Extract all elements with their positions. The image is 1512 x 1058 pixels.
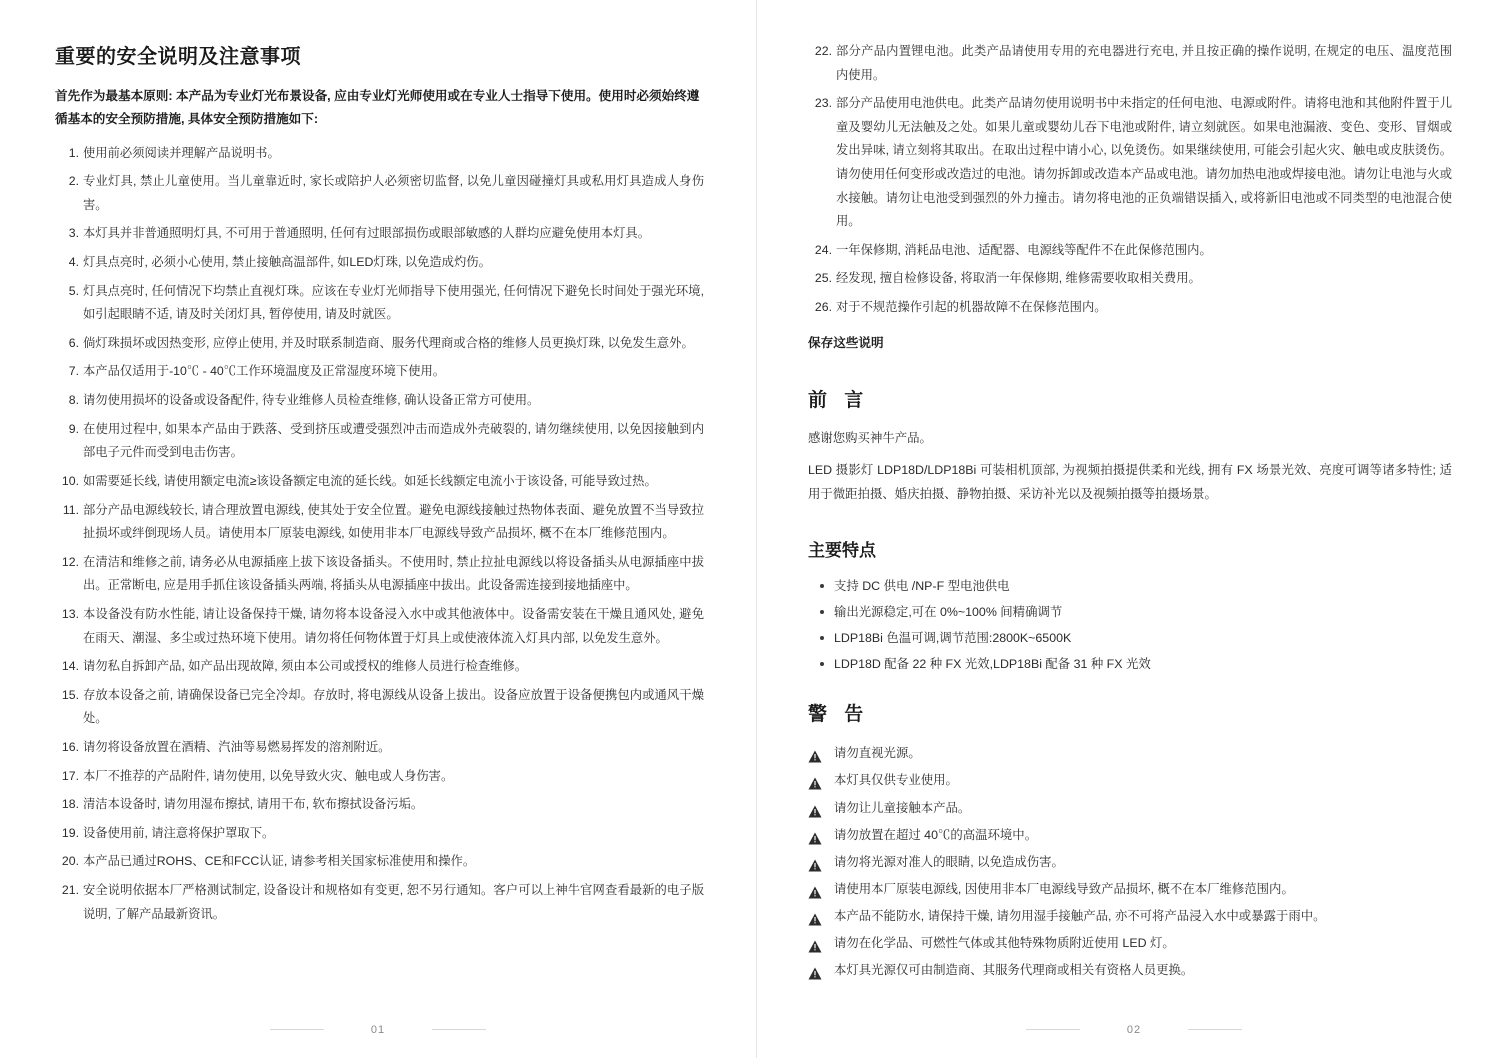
list-item: [808, 296, 1452, 320]
list-item: [55, 822, 704, 846]
list-item: [55, 499, 704, 546]
list-item: [808, 767, 1452, 794]
list-item-text: 本产品仅适用于-10℃ - 40℃工作环境温度及正常湿度环境下使用。: [83, 364, 446, 379]
save-instructions-note: 保存这些说明: [808, 335, 884, 350]
list-item-number: 20.: [61, 854, 79, 869]
list-item: [55, 142, 704, 166]
list-item-text: 设备使用前, 请注意将保护罩取下。: [83, 825, 275, 840]
list-item-number: 21.: [61, 883, 79, 898]
preface-heading: 前 言: [808, 389, 870, 411]
list-item-text: 请勿放置在超过 40℃的高温环境中。: [834, 827, 1038, 842]
list-item-text: 存放本设备之前, 请确保设备已完全冷却。存放时, 将电源线从设备上拔出。设备应放置于设备便携包内或通风干燥处。: [83, 687, 704, 726]
list-item-number: 3.: [68, 226, 79, 241]
list-item: [55, 655, 704, 679]
safety-instruction-list-continued: [808, 40, 1452, 320]
list-item-number: 22.: [814, 44, 832, 58]
list-item-text: 请勿私自拆卸产品, 如产品出现故障, 须由本公司或授权的维修人员进行检查维修。: [83, 659, 528, 674]
list-item: 支持 DC 供电 /NP-F 型电池供电: [808, 573, 1452, 599]
preface-paragraph: 感谢您购买神牛产品。: [808, 430, 932, 445]
list-item: [808, 267, 1452, 291]
lead-paragraph: 首先作为最基本原则: 本产品为专业灯光布景设备, 应由专业灯光师使用或在专业人士指导下使用。使用时必须始终遵循基本的安全预防措施, 具体安全预防措施如下:: [55, 89, 700, 127]
list-item: [55, 736, 704, 760]
list-item: [55, 222, 704, 246]
list-item-text: 请使用本厂原装电源线, 因使用非本厂电源线导致产品损坏, 概不在本厂维修范围内。: [834, 881, 1294, 896]
list-item-text: 本设备没有防水性能, 请让设备保持干燥, 请勿将本设备浸入水中或其他液体中。设备需安装在干燥且通风处, 避免在雨天、潮湿、多尘或过热环境下使用。请勿将任何物体置于灯具上或使液体流入灯具内部, 以免发生意外。: [83, 606, 704, 645]
features-list: [808, 573, 1452, 677]
list-item-text: 专业灯具, 禁止儿童使用。当儿童靠近时, 家长或陪护人必须密切监督, 以免儿童因碰撞灯具或私用灯具造成人身伤害。: [83, 174, 704, 212]
list-item: [808, 795, 1452, 822]
list-item-text: 请勿在化学品、可燃性气体或其他特殊物质附近使用 LED 灯。: [834, 935, 1175, 950]
warning-triangle-icon: [808, 773, 822, 786]
list-item-number: 6.: [68, 335, 79, 350]
right-page-footer: [756, 1008, 1512, 1058]
list-item-number: 26.: [814, 300, 832, 315]
page-number: 02: [1126, 1024, 1142, 1036]
list-item: [808, 876, 1452, 903]
list-item-number: 7.: [68, 364, 79, 379]
right-page-column: [756, 0, 1512, 1058]
list-item-number: 5.: [68, 283, 79, 298]
page-title: 重要的安全说明及注意事项: [55, 46, 301, 68]
list-item-text: 部分产品内置锂电池。此类产品请使用专用的充电器进行充电, 并且按正确的操作说明, 在规定的电压、温度范围内使用。: [836, 44, 1452, 82]
list-item-number: 12.: [61, 554, 79, 569]
list-item: [55, 389, 704, 413]
list-item-number: 8.: [68, 393, 79, 408]
list-item-text: 本灯具并非普通照明灯具, 不可用于普通照明, 任何有过眼部损伤或眼部敏感的人群均应避免使用本灯具。: [83, 226, 651, 241]
list-item: [55, 551, 704, 598]
list-item-text: 倘灯珠损坏或因热变形, 应停止使用, 并及时联系制造商、服务代理商或合格的维修人员更换灯珠, 以免发生意外。: [83, 335, 694, 350]
list-item-number: 13.: [61, 606, 79, 621]
list-item: LDP18Bi 色温可调,调节范围:2800K~6500K: [808, 625, 1452, 651]
list-item: LDP18D 配备 22 种 FX 光效,LDP18Bi 配备 31 种 FX 光效: [808, 651, 1452, 677]
list-item: [808, 92, 1452, 234]
list-item: [808, 740, 1452, 767]
list-item: [55, 470, 704, 494]
list-item-number: 17.: [61, 768, 79, 783]
warnings-list: [808, 740, 1452, 983]
warning-triangle-icon: [808, 882, 822, 895]
list-item: [55, 793, 704, 817]
list-item-number: 4.: [68, 255, 79, 270]
list-item-number: 25.: [814, 271, 832, 286]
warning-triangle-icon: [808, 855, 822, 868]
list-item: [808, 930, 1452, 957]
list-item: [808, 40, 1452, 87]
list-item-text: 一年保修期, 消耗品电池、适配器、电源线等配件不在此保修范围内。: [836, 242, 1212, 257]
list-item-text: 本产品已通过ROHS、CE和FCC认证, 请参考相关国家标准使用和操作。: [83, 854, 476, 869]
list-item-text: 灯具点亮时, 必须小心使用, 禁止接触高温部件, 如LED灯珠, 以免造成灼伤。: [83, 255, 491, 270]
list-item: [55, 170, 704, 217]
list-item: [55, 418, 704, 465]
list-item-text: 灯具点亮时, 任何情况下均禁止直视灯珠。应该在专业灯光师指导下使用强光, 任何情况下避免长时间处于强光环境, 如引起眼睛不适, 请及时关闭灯具, 暂停使用, 请及时就医。: [83, 283, 704, 322]
list-item-text: 清洁本设备时, 请勿用湿布擦拭, 请用干布, 软布擦拭设备污垢。: [83, 797, 424, 812]
list-item-number: 15.: [61, 687, 79, 702]
list-item-text: 安全说明依据本厂严格测试制定, 设备设计和规格如有变更, 恕不另行通知。客户可以上神牛官网查看最新的电子版说明, 了解产品最新资讯。: [83, 883, 704, 921]
list-item-text: 如需要延长线, 请使用额定电流≥该设备额定电流的延长线。如延长线额定电流小于该设备, 可能导致过热。: [83, 473, 657, 488]
list-item-number: 23.: [814, 96, 832, 111]
preface-paragraph: LED 摄影灯 LDP18D/LDP18Bi 可装相机顶部, 为视频拍摄提供柔和光线, 拥有 FX 场景光效、亮度可调等诸多特性; 适用于微距拍摄、婚庆拍摄、静物拍摄、采访补光以及视频拍摄等拍摄场景。: [808, 462, 1452, 502]
list-item: [55, 360, 704, 384]
list-item: [55, 332, 704, 356]
list-item: [55, 251, 704, 275]
safety-instruction-list: [55, 142, 704, 927]
warning-triangle-icon: [808, 828, 822, 841]
warning-triangle-icon: [808, 801, 822, 814]
list-item-text: 在使用过程中, 如果本产品由于跌落、受到挤压或遭受强烈冲击而造成外壳破裂的, 请勿继续使用, 以免因接触到内部电子元件而受到电击伤害。: [83, 421, 704, 460]
list-item-number: 1.: [68, 145, 79, 160]
list-item: [808, 903, 1452, 930]
list-item: [808, 957, 1452, 984]
list-item: [55, 684, 704, 731]
list-item: [55, 765, 704, 789]
list-item-text: 部分产品使用电池供电。此类产品请勿使用说明书中未指定的任何电池、电源或附件。请将电池和其他附件置于儿童及婴幼儿无法触及之处。如果儿童或婴幼儿吞下电池或附件, 请立刻就医。如果电池漏液、变色、变形、冒烟或发出异味, 请立刻将其取出。在取出过程中请小心, 以免烫伤。如果继续使用, 可能会引起火灾、触电或皮肤烫伤。请勿使用任何变形或改造过的电池。请勿拆卸或改造本产品或电池。请勿加热电池或焊接电池。请勿让电池与火或水接触。请勿让电池受到强烈的外力撞击。请勿将电池的正负端错误插入, 或将新旧电池或不同类型的电池混合使用。: [836, 96, 1452, 229]
list-item: [55, 850, 704, 874]
list-item-number: 2.: [68, 174, 79, 189]
list-item-number: 14.: [61, 659, 79, 674]
list-item-number: 11.: [62, 502, 79, 517]
warning-triangle-icon: [808, 909, 822, 922]
list-item-number: 9.: [68, 421, 79, 436]
list-item-text: 请勿将设备放置在酒精、汽油等易燃易挥发的溶剂附近。: [83, 740, 391, 754]
list-item-text: 本灯具仅供专业使用。: [834, 773, 958, 788]
list-item: [55, 879, 704, 926]
list-item-number: 24.: [814, 242, 832, 257]
list-item-text: 部分产品电源线较长, 请合理放置电源线, 使其处于安全位置。避免电源线接触过热物体表面、避免放置不当导致拉扯损坏或绊倒现场人员。请使用本厂原装电源线, 如使用非本厂电源线导致产品损坏, 概不在本厂维修范围内。: [83, 502, 704, 541]
list-item-number: 18.: [61, 797, 79, 812]
page-number: 01: [370, 1024, 386, 1036]
list-item-text: 本厂不推荐的产品附件, 请勿使用, 以免导致火灾、触电或人身伤害。: [83, 768, 454, 783]
list-item-number: 10.: [61, 473, 79, 488]
list-item-text: 请勿使用损坏的设备或设备配件, 待专业维修人员检查维修, 确认设备正常方可使用。: [83, 393, 540, 408]
list-item-number: 19.: [61, 825, 79, 840]
list-item: [808, 239, 1452, 263]
list-item-text: 经发现, 擅自检修设备, 将取消一年保修期, 维修需要收取相关费用。: [836, 271, 1201, 286]
list-item: [55, 603, 704, 650]
warning-triangle-icon: [808, 746, 822, 759]
list-item-text: 请勿将光源对准人的眼睛, 以免造成伤害。: [834, 854, 1064, 869]
list-item-text: 本灯具光源仅可由制造商、其服务代理商或相关有资格人员更换。: [834, 962, 1194, 977]
features-heading: 主要特点: [808, 541, 876, 561]
list-item-text: 在清洁和维修之前, 请务必从电源插座上拔下该设备插头。不使用时, 禁止拉扯电源线以将设备插头从电源插座中拔出。正常断电, 应是用手抓住该设备插头两端, 将插头从电源插座中拔出。此设备需连接到接地插座中。: [83, 554, 704, 593]
list-item-text: 本产品不能防水, 请保持干燥, 请勿用湿手接触产品, 亦不可将产品浸入水中或暴露于雨中。: [834, 908, 1326, 923]
list-item-number: 16.: [61, 740, 79, 754]
warning-triangle-icon: [808, 936, 822, 949]
list-item-text: 使用前必须阅读并理解产品说明书。: [83, 145, 280, 160]
list-item-text: 请勿让儿童接触本产品。: [834, 800, 971, 815]
left-page-footer: [0, 1008, 756, 1058]
list-item: [808, 849, 1452, 876]
warning-triangle-icon: [808, 963, 822, 976]
list-item: 输出光源稳定,可在 0%~100% 间精确调节: [808, 599, 1452, 625]
warnings-heading: 警 告: [808, 704, 870, 726]
list-item-text: 对于不规范操作引起的机器故障不在保修范围内。: [836, 300, 1107, 315]
list-item: [808, 822, 1452, 849]
list-item: [55, 280, 704, 327]
list-item-text: 请勿直视光源。: [834, 746, 921, 761]
